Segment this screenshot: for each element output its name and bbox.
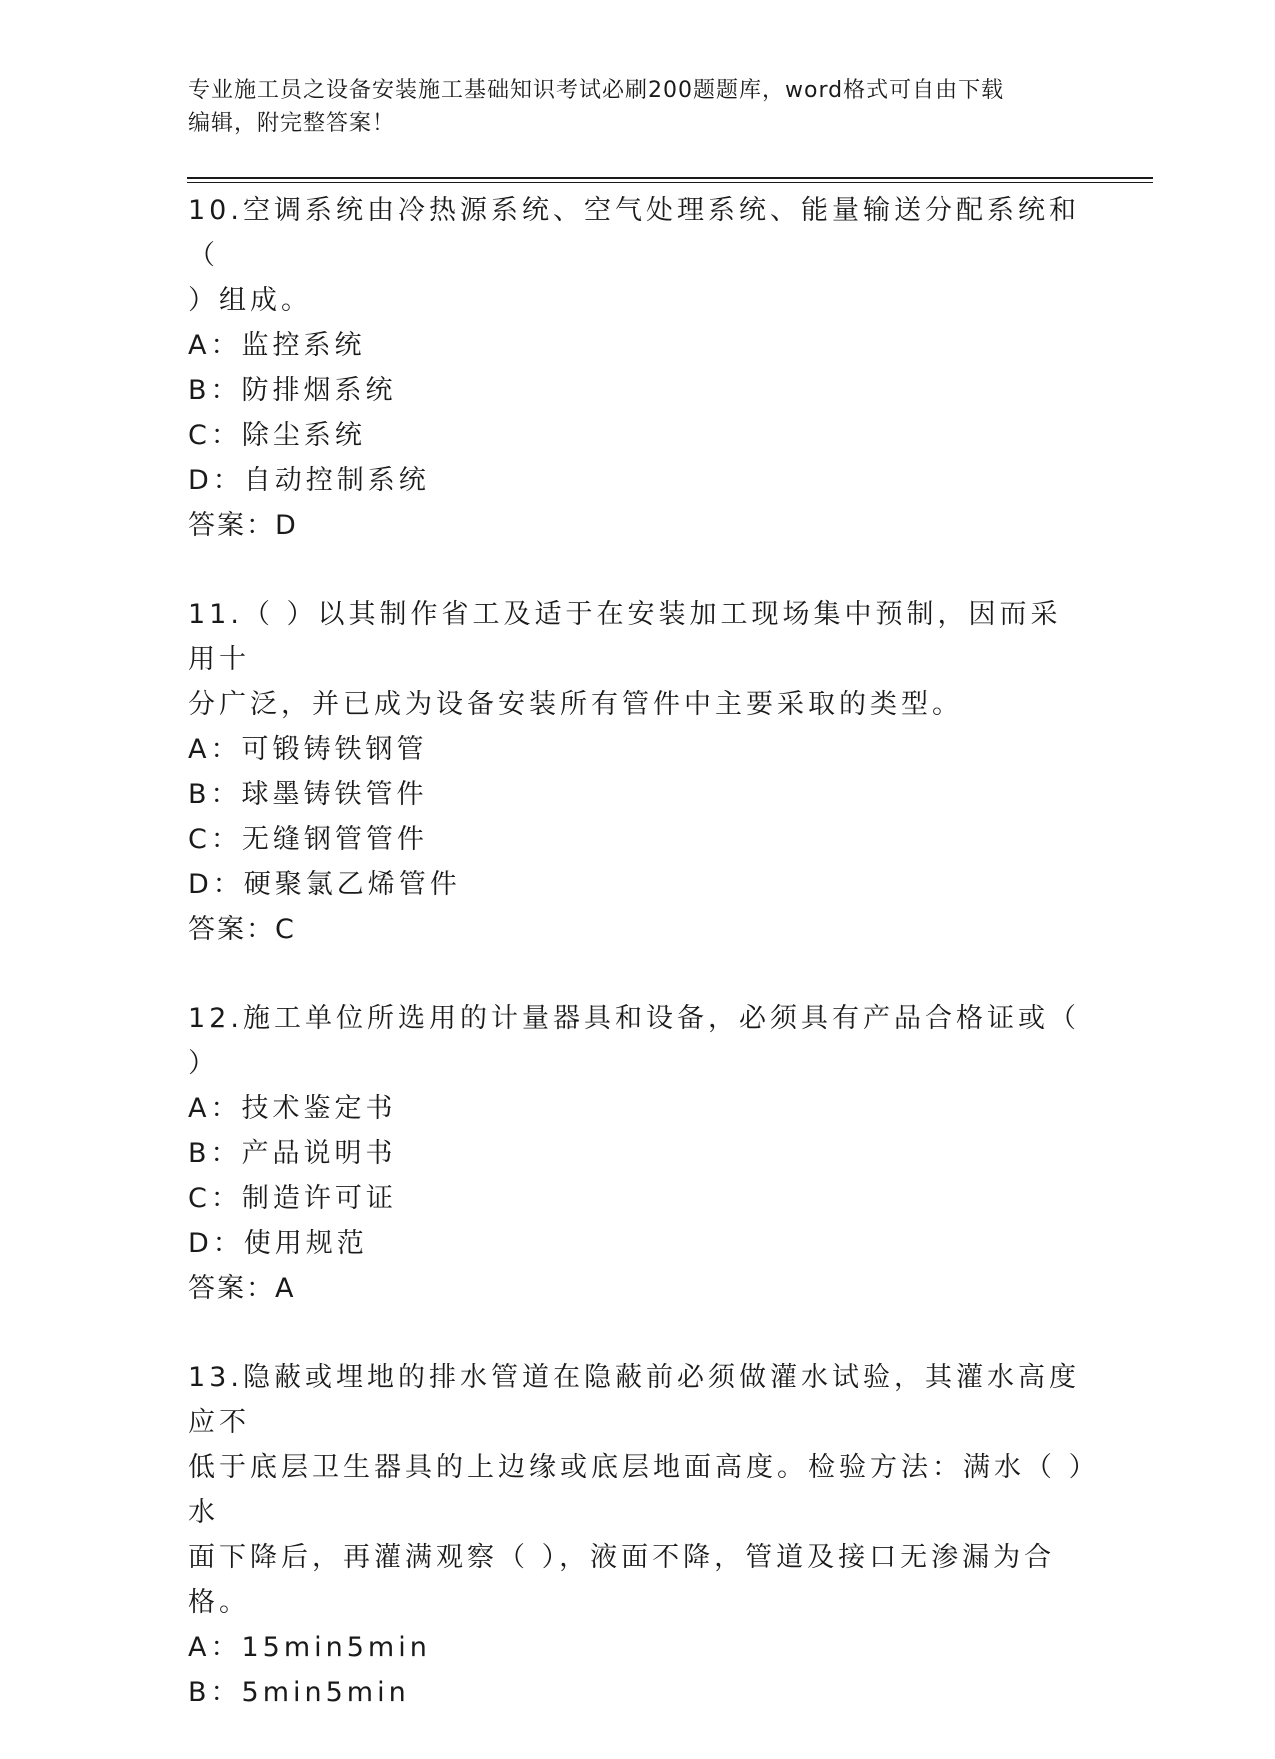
question-11 (188, 592, 1088, 952)
question-text-line: 13.隐蔽或埋地的排水管道在隐蔽前必须做灌水试验，其灌水高度应不 (188, 1362, 1080, 1438)
option-a: A：可锻铸铁钢管 (188, 734, 428, 765)
option-d: D：使用规范 (188, 1228, 368, 1259)
option-a: A：监控系统 (188, 330, 366, 361)
option-c: C：除尘系统 (188, 420, 366, 451)
option-b: B：产品说明书 (188, 1138, 397, 1169)
option-a: A：技术鉴定书 (188, 1093, 397, 1124)
option-b: B：球墨铸铁管件 (188, 779, 428, 810)
option-c: C：无缝钢管管件 (188, 824, 428, 855)
document-header (188, 74, 1088, 140)
option-b: B：防排烟系统 (188, 375, 397, 406)
option-c: C：制造许可证 (188, 1183, 397, 1214)
question-12 (188, 996, 1088, 1311)
option-d: D：硬聚氯乙烯管件 (188, 869, 461, 900)
option-a: A：15min5min (188, 1632, 431, 1663)
header-line-1: 专业施工员之设备安装施工基础知识考试必刷200题题库，word格式可自由下载 (188, 78, 1005, 103)
question-text-line: 面下降后，再灌满观察（ ），液面不降，管道及接口无渗漏为合格。 (188, 1542, 1056, 1618)
header-divider (187, 177, 1153, 179)
option-b: B：5min5min (188, 1677, 410, 1708)
answer: 答案：C (188, 914, 296, 945)
question-text-line: 11.（ ）以其制作省工及适于在安装加工现场集中预制，因而采用十 (188, 599, 1062, 675)
answer: 答案：D (188, 510, 298, 541)
question-text-line: 分广泛，并已成为设备安装所有管件中主要采取的类型。 (188, 689, 963, 720)
header-divider-thin (187, 182, 1153, 183)
question-text-line: 低于底层卫生器具的上边缘或底层地面高度。检验方法：满水（ ）水 (188, 1452, 1087, 1528)
question-13 (188, 1355, 1088, 1715)
question-text-line: ）组成。 (188, 285, 312, 316)
answer: 答案：A (188, 1273, 296, 1304)
question-list (188, 188, 1088, 1759)
question-10 (188, 188, 1088, 548)
header-line-2: 编辑，附完整答案！ (188, 111, 396, 136)
option-d: D：自动控制系统 (188, 465, 430, 496)
question-text-line: 10.空调系统由冷热源系统、空气处理系统、能量输送分配系统和（ (188, 195, 1080, 271)
question-text-line: 12.施工单位所选用的计量器具和设备，必须具有产品合格证或（ ） (188, 1003, 1080, 1079)
